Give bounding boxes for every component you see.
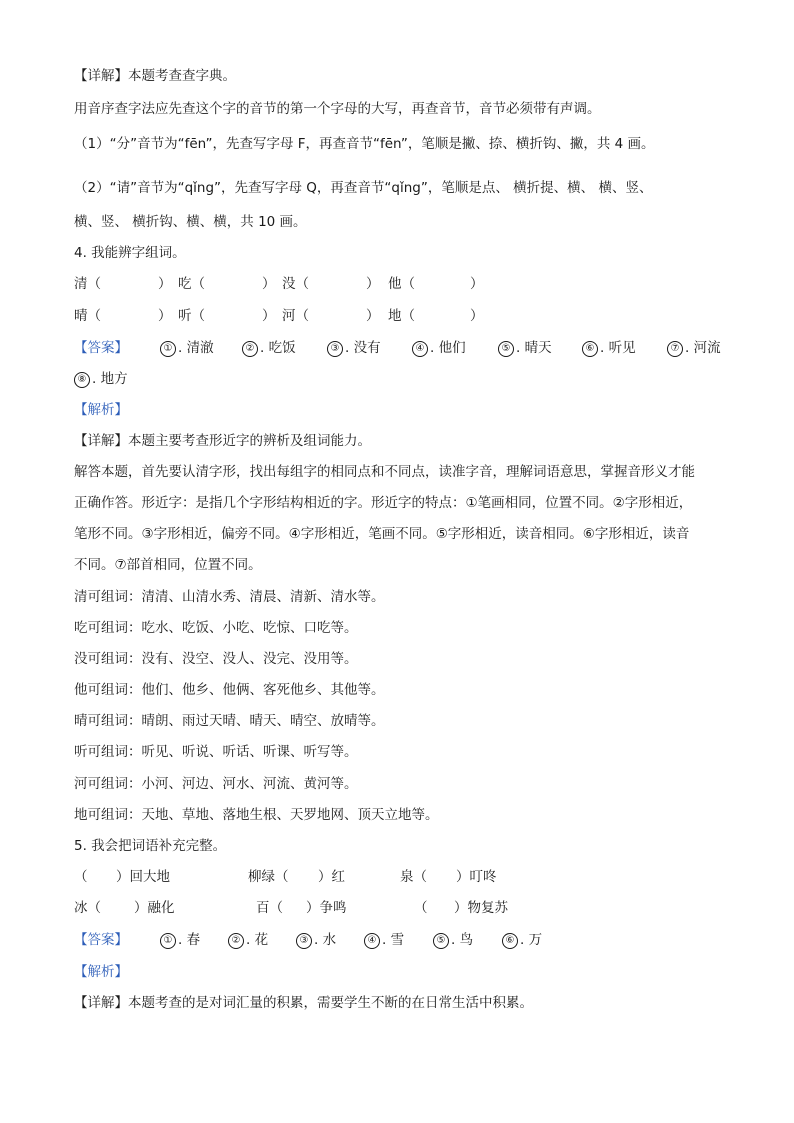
- answer-item: ① . 春: [160, 930, 200, 950]
- circled-number: ②: [242, 341, 258, 357]
- word-group: 地可组词：天地、草地、落地生根、天罗地网、顶天立地等。: [74, 807, 439, 823]
- answer-item: ② . 吃饭: [242, 338, 296, 358]
- detail-paragraph-line: 解答本题，首先要认清字形，找出每组字的相同点和不同点，读准字音，理解词语意思，掌握音形义才能: [74, 464, 695, 480]
- blank-close: ）物复苏: [454, 900, 508, 916]
- detail-item-2: （2）“请”音节为“qǐng”，先查写字母 Q，再查音节“qǐng”，笔顺是点、 横折提、横、 横、竖、: [74, 180, 653, 196]
- blank-open: 泉（: [400, 869, 427, 885]
- blank-close: ）融化: [134, 900, 175, 916]
- blank-close: ）: [262, 276, 276, 292]
- blank-close: ）叮咚: [456, 869, 497, 885]
- answer-item: ③ . 没有: [327, 338, 381, 358]
- circled-number: ⑥: [502, 933, 518, 949]
- circled-number: ⑤: [433, 933, 449, 949]
- blank-open: 没（: [282, 276, 309, 292]
- blank-open: 晴（: [74, 308, 101, 324]
- detail-paragraph-line: 不同。⑦部首相同，位置不同。: [74, 557, 262, 573]
- blank-close: ）: [158, 308, 172, 324]
- answer-item: ⑤ . 鸟: [433, 930, 473, 950]
- blank-open: 百（: [256, 900, 283, 916]
- answer-item: ⑥ . 万: [502, 930, 542, 950]
- answer-item: ④ . 雪: [364, 930, 404, 950]
- blank-open: 吃（: [178, 276, 205, 292]
- detail-paragraph-line: 正确作答。形近字：是指几个字形结构相近的字。形近字的特点：①笔画相同，位置不同。②字形相近，: [74, 495, 693, 511]
- word-group: 晴可组词：晴朗、雨过天晴、晴天、晴空、放晴等。: [74, 713, 385, 729]
- answer-label: 【答案】: [74, 932, 128, 948]
- detail-item-2-cont: 横、竖、 横折钩、横、横，共 10 画。: [74, 214, 307, 230]
- circled-number: ①: [160, 933, 176, 949]
- word-group: 没可组词：没有、没空、没人、没完、没用等。: [74, 651, 358, 667]
- blank-open: （: [74, 869, 88, 885]
- answer-item: ⑦ . 河流: [667, 338, 721, 358]
- answer-item: ⑧ . 地方: [74, 369, 128, 389]
- analysis-label: 【解析】: [74, 964, 128, 980]
- answer-item: ⑤ . 晴天: [498, 338, 552, 358]
- circled-number: ⑥: [582, 341, 598, 357]
- question-4-title: 4. 我能辨字组词。: [74, 245, 186, 261]
- blank-close: ）: [262, 308, 276, 324]
- blank-open: 听（: [178, 308, 205, 324]
- detail-heading: 【详解】本题考查查字典。: [74, 68, 236, 84]
- word-group: 河可组词：小河、河边、河水、河流、黄河等。: [74, 776, 358, 792]
- blank-close: ）: [470, 276, 484, 292]
- word-group: 听可组词：听见、听说、听话、听课、听写等。: [74, 744, 358, 760]
- analysis-label: 【解析】: [74, 402, 128, 418]
- word-group: 他可组词：他们、他乡、他俩、客死他乡、其他等。: [74, 682, 385, 698]
- circled-number: ④: [364, 933, 380, 949]
- circled-number: ⑦: [667, 341, 683, 357]
- detail-item-1: （1）“分”音节为“fēn”，先查写字母 F，再查音节“fēn”，笔顺是撇、捺、横折钩、撇，共 4 画。: [74, 136, 655, 152]
- word-group: 清可组词：清清、山清水秀、清晨、清新、清水等。: [74, 589, 385, 605]
- detail-rule: 用音序查字法应先查这个字的音节的第一个字母的大写，再查音节，音节必须带有声调。: [74, 101, 601, 117]
- detail-heading: 【详解】本题主要考查形近字的辨析及组词能力。: [74, 433, 371, 449]
- blank-open: 柳绿（: [248, 869, 289, 885]
- blank-open: 地（: [388, 308, 415, 324]
- circled-number: ①: [160, 341, 176, 357]
- word-group: 吃可组词：吃水、吃饭、小吃、吃惊、口吃等。: [74, 620, 358, 636]
- blank-close: ）: [470, 308, 484, 324]
- blank-close: ）: [366, 276, 380, 292]
- answer-item: ② . 花: [228, 930, 268, 950]
- circled-number: ⑧: [74, 372, 90, 388]
- blank-open: （: [414, 900, 428, 916]
- detail-paragraph-line: 笔形不同。③字形相近，偏旁不同。④字形相近，笔画不同。⑤字形相近，读音相同。⑥字形相近，读音: [74, 526, 690, 542]
- answer-item: ④ . 他们: [412, 338, 466, 358]
- answer-label: 【答案】: [74, 340, 128, 356]
- circled-number: ②: [228, 933, 244, 949]
- blank-close: ）争鸣: [306, 900, 347, 916]
- circled-number: ④: [412, 341, 428, 357]
- answer-item: ③ . 水: [296, 930, 336, 950]
- answer-item: ① . 清澈: [160, 338, 214, 358]
- question-5-title: 5. 我会把词语补充完整。: [74, 838, 227, 854]
- answer-item: ⑥ . 听见: [582, 338, 636, 358]
- blank-close: ）红: [318, 869, 345, 885]
- blank-close: ）: [158, 276, 172, 292]
- circled-number: ⑤: [498, 341, 514, 357]
- circled-number: ③: [296, 933, 312, 949]
- blank-open: 河（: [282, 308, 309, 324]
- blank-close: ）回大地: [116, 869, 170, 885]
- blank-open: 他（: [388, 276, 415, 292]
- circled-number: ③: [327, 341, 343, 357]
- detail-heading: 【详解】本题考查的是对词汇量的积累，需要学生不断的在日常生活中积累。: [74, 995, 533, 1011]
- blank-open: 冰（: [74, 900, 101, 916]
- blank-open: 清（: [74, 276, 101, 292]
- blank-close: ）: [366, 308, 380, 324]
